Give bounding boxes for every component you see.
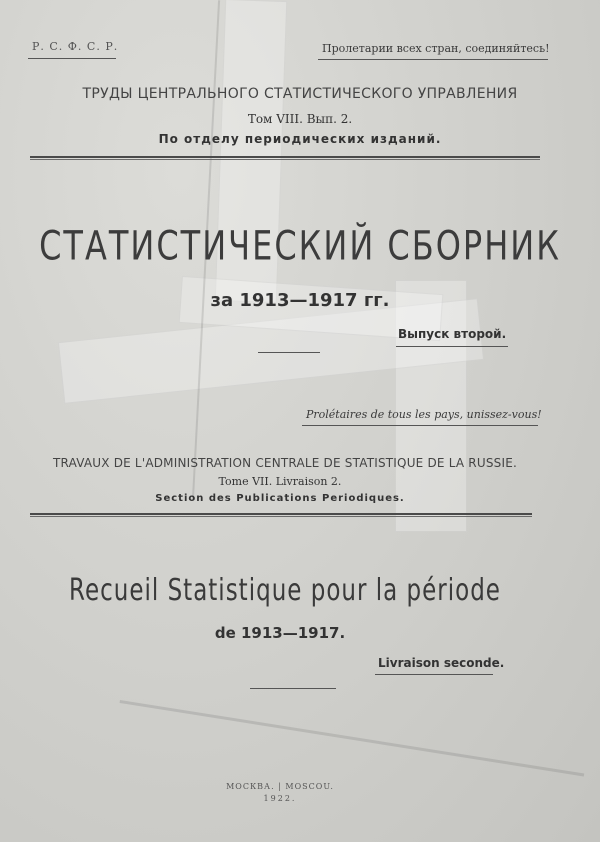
volume-fr: Tome VII. Livraison 2.: [218, 475, 342, 488]
rsfsr-label: Р. С. Ф. С. Р.: [32, 40, 119, 53]
issue-fr-underline: [375, 674, 493, 675]
institution-fr: TRAVAUX DE L'ADMINISTRATION CENTRALE DE STATISTIQUE DE LA RUSSIE.: [53, 456, 517, 470]
section-fr: Section des Publications Periodiques.: [155, 493, 405, 504]
slogan-fr: Prolétaires de tous les pays, unissez-vous!: [306, 408, 542, 421]
short-rule-ru: [258, 352, 320, 353]
issue-ru: Выпуск второй.: [398, 327, 507, 341]
imprint-place: МОСКВА. | MOSCOU.: [226, 782, 334, 791]
slogan-ru: Пролетарии всех стран, соединяйтесь!: [322, 42, 550, 55]
institution-ru: ТРУДЫ ЦЕНТРАЛЬНОГО СТАТИСТИЧЕСКОГО УПРАВЛЕНИЯ: [82, 86, 518, 102]
short-rule-fr: [250, 688, 336, 689]
divider-fr-top: [30, 513, 532, 517]
period-fr: de 1913—1917.: [214, 624, 346, 642]
issue-fr: Livraison seconde.: [378, 656, 505, 670]
volume-ru: Том VIII. Вып. 2.: [247, 112, 353, 126]
paper-crease: [120, 700, 585, 776]
slogan-ru-underline: [318, 59, 548, 60]
title-fr: Recueil Statistique pour la période: [69, 574, 501, 608]
issue-ru-underline: [396, 346, 508, 347]
imprint-year: 1922.: [263, 794, 297, 803]
section-ru: По отделу периодических изданий.: [158, 132, 442, 146]
slogan-fr-underline: [302, 425, 538, 426]
rsfsr-underline: [28, 58, 116, 59]
divider-ru-top: [30, 156, 540, 160]
title-ru: СТАТИСТИЧЕСКИЙ СБОРНИК: [39, 222, 561, 270]
period-ru: за 1913—1917 гг.: [210, 290, 390, 311]
